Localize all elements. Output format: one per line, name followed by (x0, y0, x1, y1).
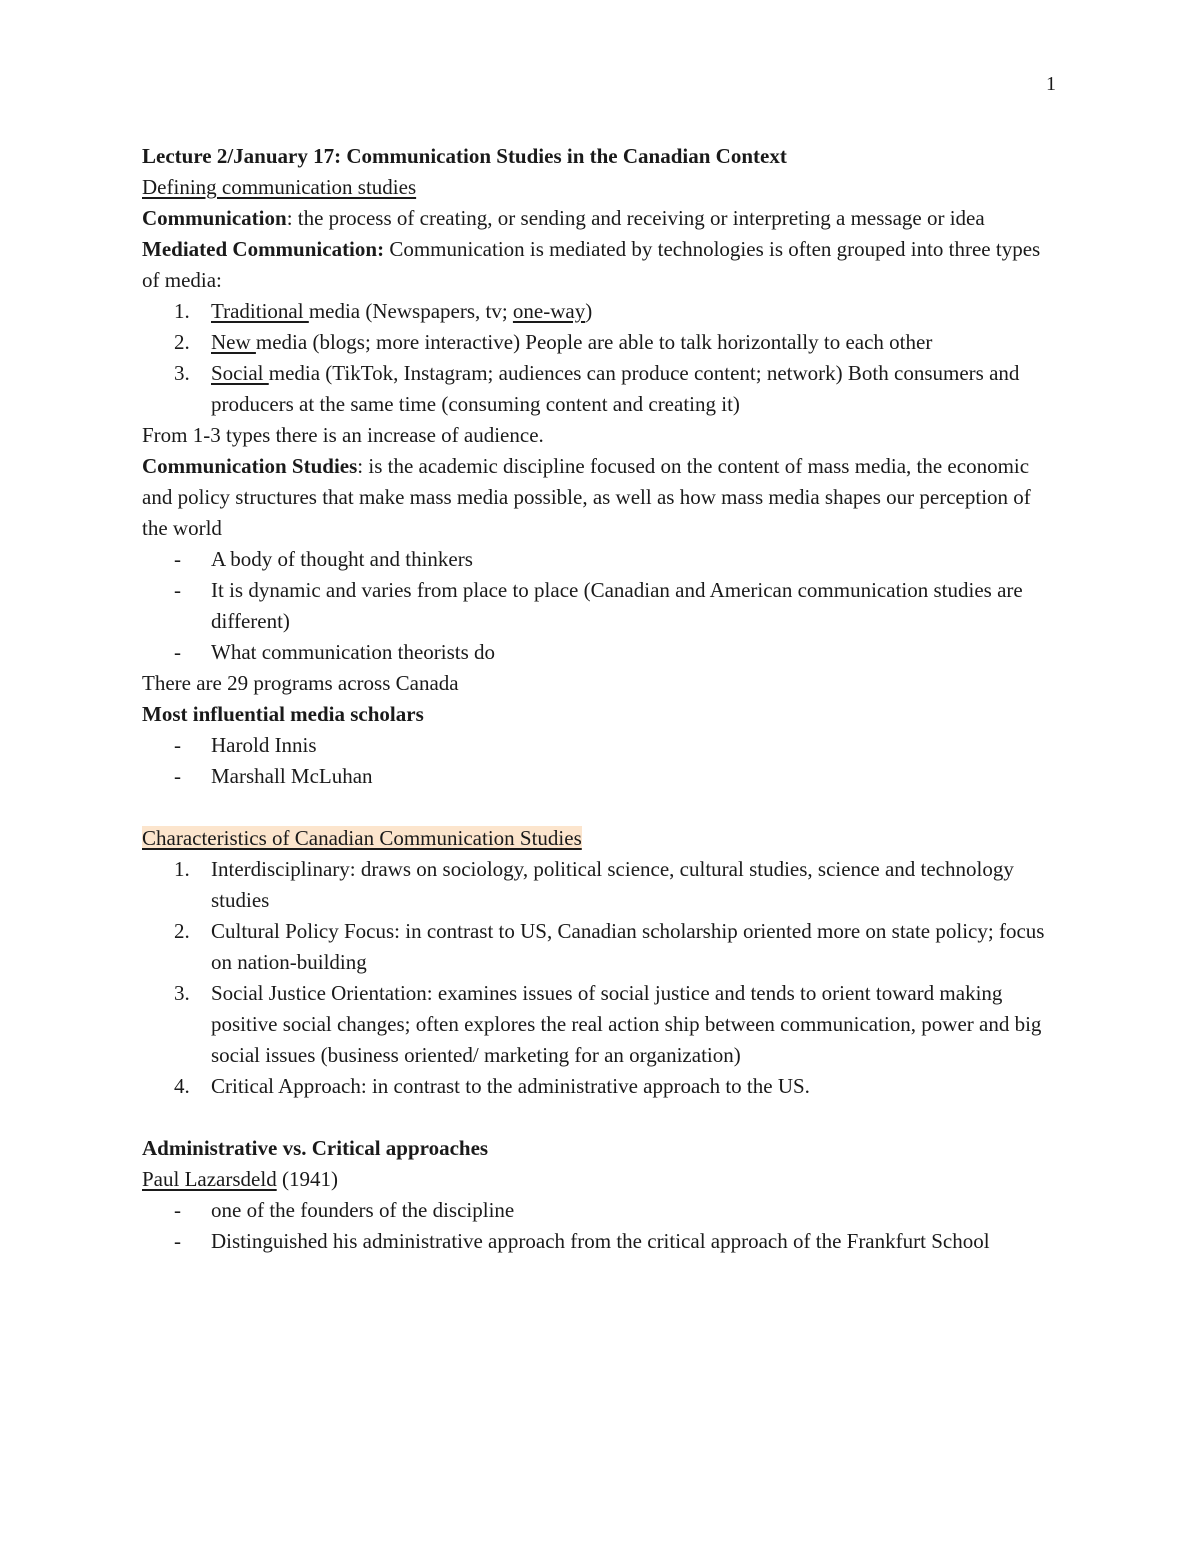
dash-bullet: - (174, 1229, 181, 1253)
bullet-item: - one of the founders of the discipline (142, 1195, 1057, 1226)
bullet-item: - Harold Innis (142, 730, 1057, 761)
section-heading-approaches: Administrative vs. Critical approaches (142, 1136, 489, 1160)
list-item-characteristic: 4. Critical Approach: in contrast to the administrative approach to the US. (142, 1071, 1057, 1102)
blank-line (142, 1102, 1057, 1133)
list-item-characteristic: 2. Cultural Policy Focus: in contrast to US, Canadian scholarship oriented more on state policy; focus on nation-building (142, 916, 1057, 978)
list-item-traditional-media: 1. Traditional media (Newspapers, tv; one-way) (142, 296, 1057, 327)
audience-note: From 1-3 types there is an increase of audience. (142, 423, 544, 447)
dash-bullet: - (174, 578, 181, 602)
dash-bullet: - (174, 640, 181, 664)
list-number: 3. (174, 361, 190, 385)
scholar-reference: Paul Lazarsdeld (1941) (142, 1167, 338, 1191)
list-item-characteristic: 1. Interdisciplinary: draws on sociology, political science, cultural studies, science and technology studies (142, 854, 1057, 916)
list-number: 4. (174, 1074, 190, 1098)
bullet-item: - Marshall McLuhan (142, 761, 1057, 792)
lecture-title: Lecture 2/January 17: Communication Studies in the Canadian Context (142, 144, 787, 168)
definition-communication-studies: Communication Studies: is the academic discipline focused on the content of mass media, the economic and policy structures that make mass media possible, as well as how mass media shapes our perception of the world (142, 454, 1031, 540)
list-item-characteristic: 3. Social Justice Orientation: examines issues of social justice and tends to orient toward making positive social changes; often explores the real action ship between communication, power and big social issues (business oriented/ marketing for an organization) (142, 978, 1057, 1071)
highlighted-heading: Characteristics of Canadian Communication Studies (142, 826, 582, 850)
list-item-new-media: 2. New media (blogs; more interactive) People are able to talk horizontally to each other (142, 327, 1057, 358)
section-heading-characteristics (142, 823, 1057, 854)
blank-line (142, 792, 1057, 823)
dash-bullet: - (174, 547, 181, 571)
list-number: 2. (174, 919, 190, 943)
section-heading-defining: Defining communication studies (142, 175, 417, 199)
bullet-item: - It is dynamic and varies from place to place (Canadian and American communication studies are different) (142, 575, 1057, 637)
page-number: 1 (1046, 73, 1056, 95)
scholars-heading: Most influential media scholars (142, 702, 424, 726)
list-number: 2. (174, 330, 190, 354)
dash-bullet: - (174, 1198, 181, 1222)
scholar-name: Paul Lazarsdeld (142, 1167, 277, 1191)
bullet-item: - Distinguished his administrative approach from the critical approach of the Frankfurt School (142, 1226, 1057, 1257)
list-number: 3. (174, 981, 190, 1005)
list-item-social-media: 3. Social media (TikTok, Instagram; audiences can produce content; network) Both consumers and producers at the same time (consuming content and creating it) (142, 358, 1057, 420)
dash-bullet: - (174, 733, 181, 757)
list-number: 1. (174, 299, 190, 323)
document-body (142, 141, 1057, 1257)
definition-mediated-communication: Mediated Communication: Communication is mediated by technologies is often grouped into three types of media: (142, 237, 1041, 292)
bullet-item: - What communication theorists do (142, 637, 1057, 668)
definition-communication: Communication: the process of creating, or sending and receiving or interpreting a message or idea (142, 206, 985, 230)
dash-bullet: - (174, 764, 181, 788)
programs-note: There are 29 programs across Canada (142, 671, 459, 695)
list-number: 1. (174, 857, 190, 881)
bullet-item: - A body of thought and thinkers (142, 544, 1057, 575)
